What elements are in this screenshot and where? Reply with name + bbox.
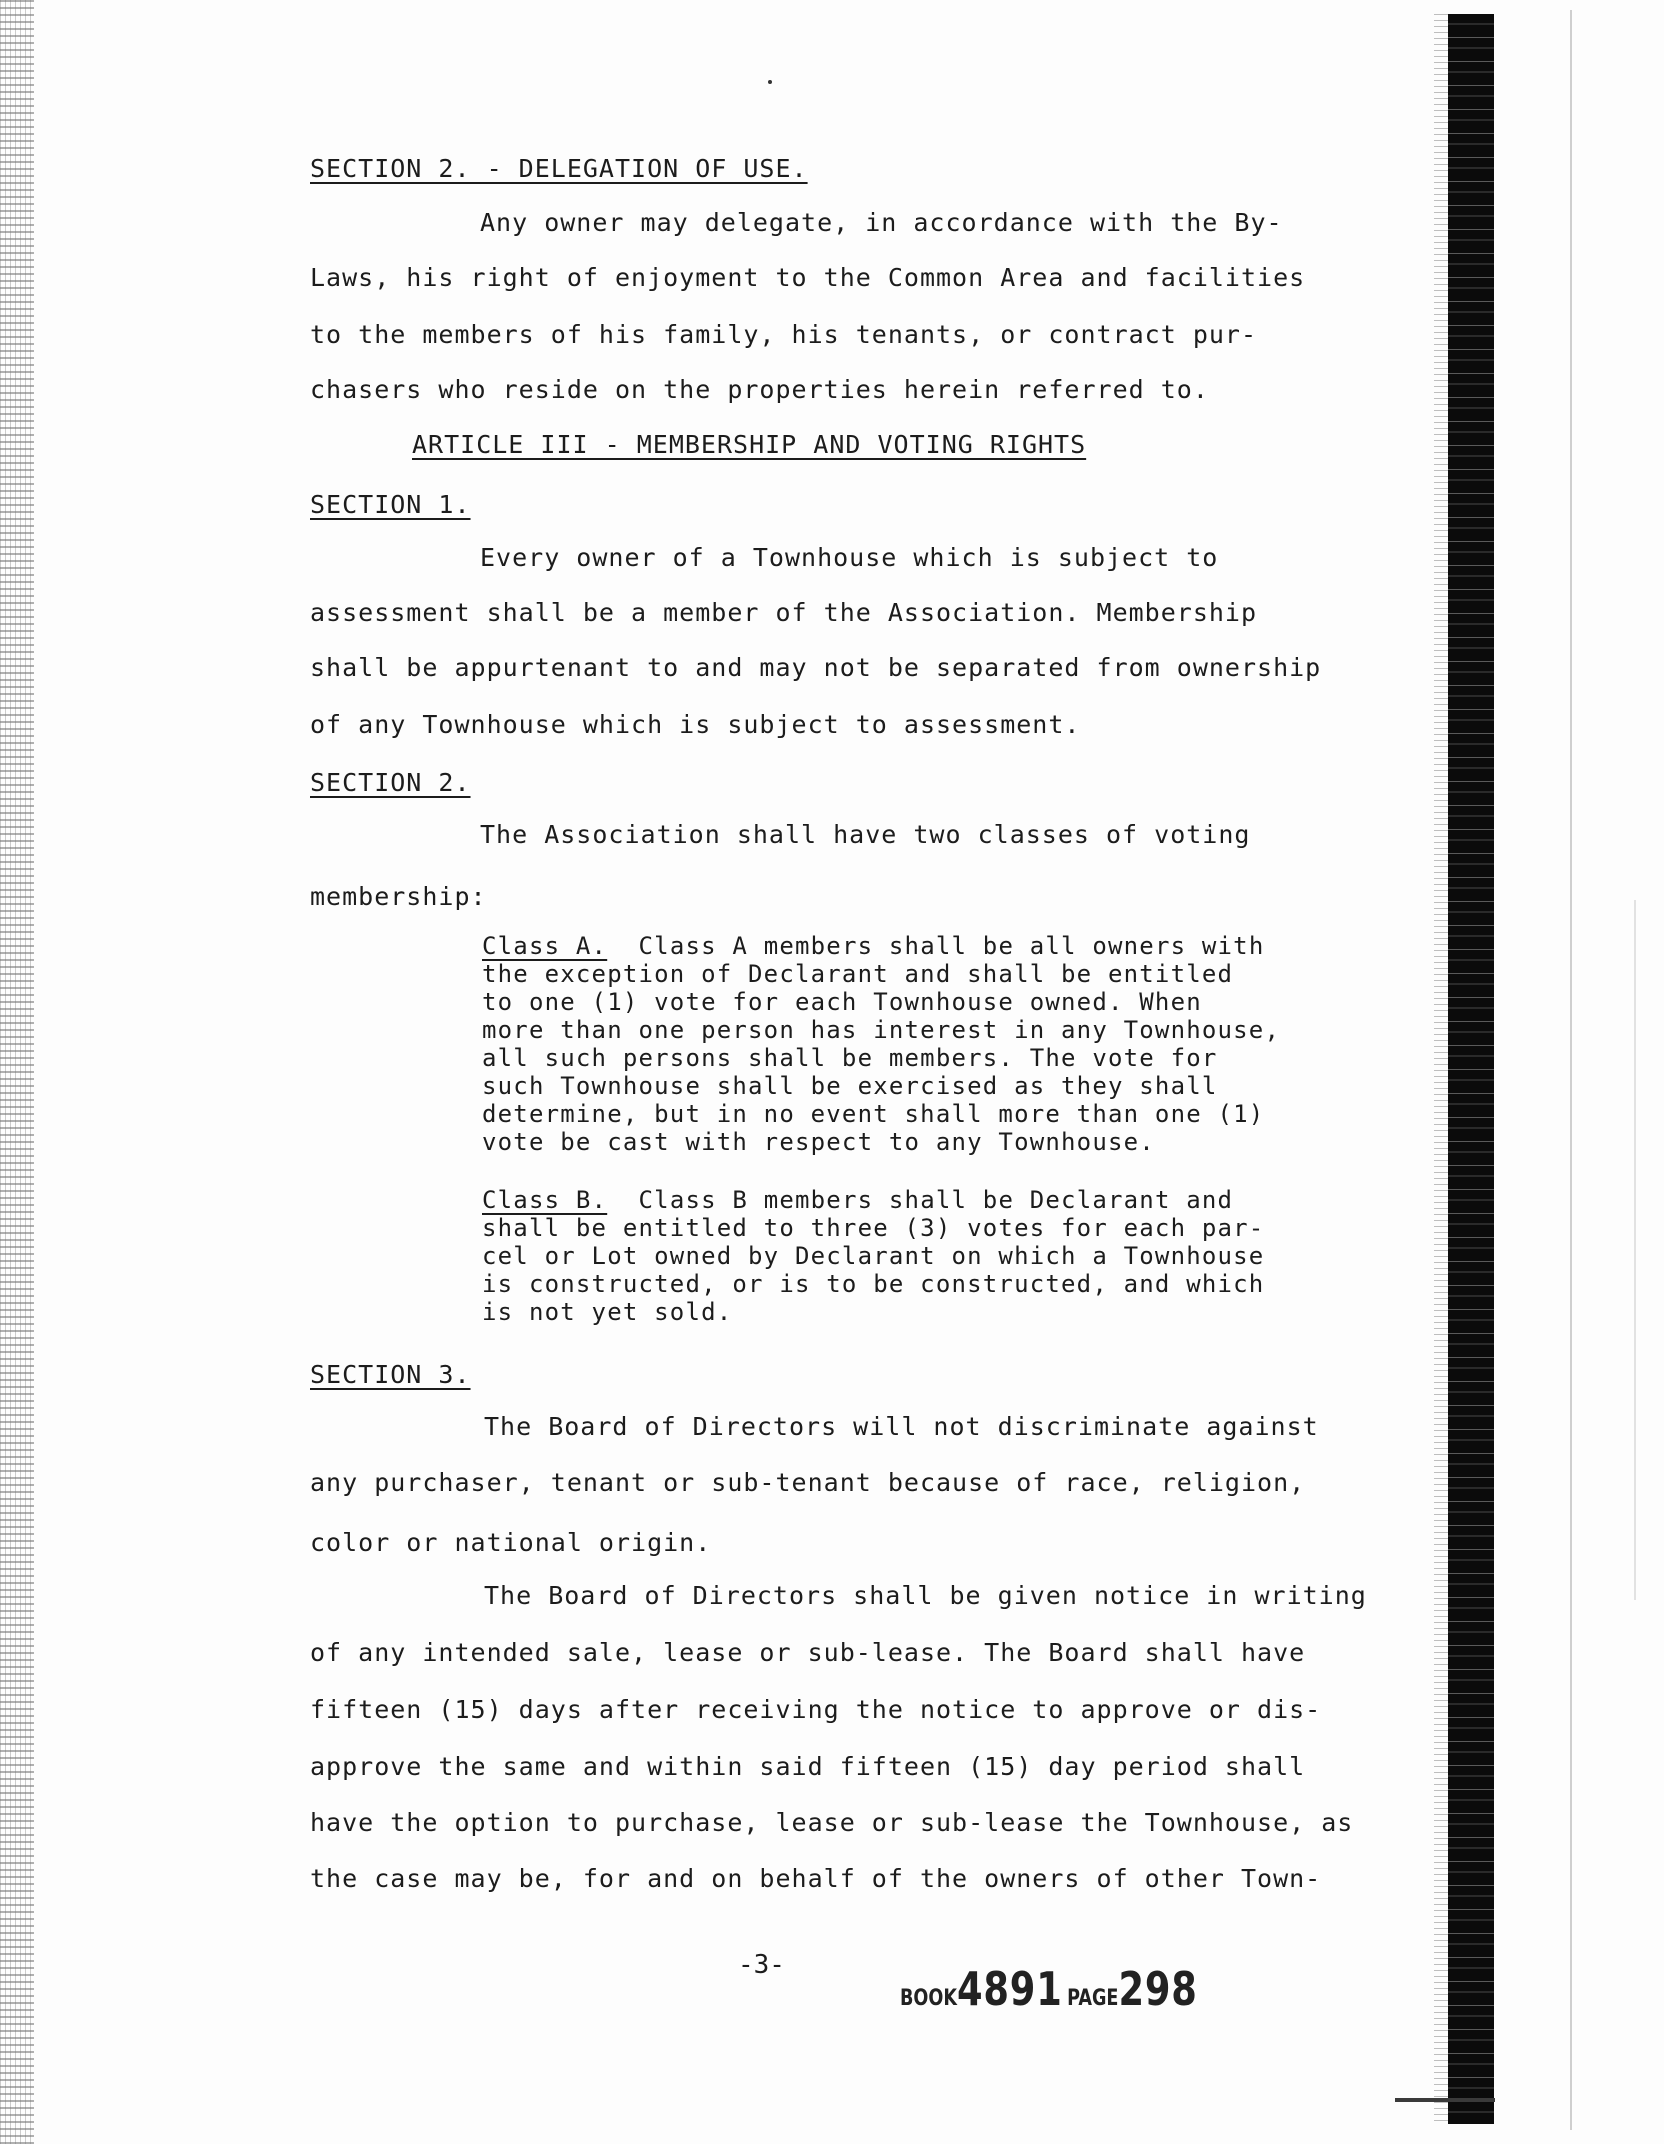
scan-edge-left: [0, 0, 34, 2144]
scan-edge-right: [1448, 14, 1494, 2124]
text-line: is not yet sold.: [482, 1298, 733, 1326]
article-heading: ARTICLE III - MEMBERSHIP AND VOTING RIGHTS: [412, 430, 1087, 459]
text-line: Any owner may delegate, in accordance with the By-: [480, 208, 1283, 237]
text-line: more than one person has interest in any Townhouse,: [482, 1016, 1281, 1044]
book-label: BOOK: [900, 1986, 957, 2011]
text-line: shall be appurtenant to and may not be separated from ownership: [310, 653, 1322, 682]
class-a-label: Class A.: [482, 932, 608, 960]
text-line: the case may be, for and on behalf of the owners of other Town-: [310, 1864, 1322, 1893]
text-line: approve the same and within said fifteen (15) day period shall: [310, 1752, 1306, 1781]
text-line: all such persons shall be members. The vote for: [482, 1044, 1218, 1072]
text-line: Class A members shall be all owners with: [638, 932, 1265, 960]
class-b-label: Class B.: [482, 1186, 608, 1214]
text-line: Class B members shall be Declarant and: [638, 1186, 1234, 1214]
text-line: vote be cast with respect to any Townhouse.: [482, 1128, 1155, 1156]
text-line: membership:: [310, 882, 487, 911]
text-line: The Board of Directors will not discriminate against: [484, 1412, 1319, 1441]
section-heading: SECTION 2.: [310, 768, 471, 797]
scan-speck: [768, 80, 772, 84]
text-line: Every owner of a Townhouse which is subject to: [480, 543, 1219, 572]
text-line: fifteen (15) days after receiving the notice to approve or dis-: [310, 1695, 1322, 1724]
class-b-first-line: [482, 1188, 1233, 1212]
text-line: The Board of Directors shall be given notice in writing: [484, 1581, 1367, 1610]
page-number: -3-: [738, 1950, 785, 1980]
scan-line: [1634, 900, 1636, 1600]
text-line: color or national origin.: [310, 1528, 712, 1557]
text-line: The Association shall have two classes of voting: [480, 820, 1251, 849]
text-line: cel or Lot owned by Declarant on which a Townhouse: [482, 1242, 1265, 1270]
section-heading: SECTION 1.: [310, 490, 471, 519]
section-heading: SECTION 2. - DELEGATION OF USE.: [310, 154, 808, 183]
text-line: shall be entitled to three (3) votes for each par-: [482, 1214, 1265, 1242]
text-line: to the members of his family, his tenants, or contract pur-: [310, 320, 1258, 349]
text-line: to one (1) vote for each Townhouse owned. When: [482, 988, 1202, 1016]
text-line: of any Townhouse which is subject to assessment.: [310, 710, 1081, 739]
section-heading: SECTION 3.: [310, 1360, 471, 1389]
scan-line: [1570, 10, 1572, 2130]
book-number: 4891: [956, 1962, 1063, 2016]
text-line: of any intended sale, lease or sub-lease. The Board shall have: [310, 1638, 1306, 1667]
scan-rule: [1395, 2098, 1495, 2102]
text-line: is constructed, or is to be constructed, and which: [482, 1270, 1265, 1298]
text-line: the exception of Declarant and shall be entitled: [482, 960, 1234, 988]
recording-stamp: [900, 1962, 1198, 2016]
text-line: assessment shall be a member of the Association. Membership: [310, 598, 1258, 627]
text-line: such Townhouse shall be exercised as they shall: [482, 1072, 1218, 1100]
text-line: determine, but in no event shall more than one (1): [482, 1100, 1265, 1128]
page-value: 298: [1118, 1962, 1198, 2016]
text-line: have the option to purchase, lease or sub-lease the Townhouse, as: [310, 1808, 1354, 1837]
text-line: any purchaser, tenant or sub-tenant because of race, religion,: [310, 1468, 1306, 1497]
text-line: chasers who reside on the properties herein referred to.: [310, 375, 1209, 404]
text-line: Laws, his right of enjoyment to the Common Area and facilities: [310, 263, 1306, 292]
class-a-first-line: [482, 934, 1264, 958]
page-label: PAGE: [1067, 1986, 1119, 2011]
